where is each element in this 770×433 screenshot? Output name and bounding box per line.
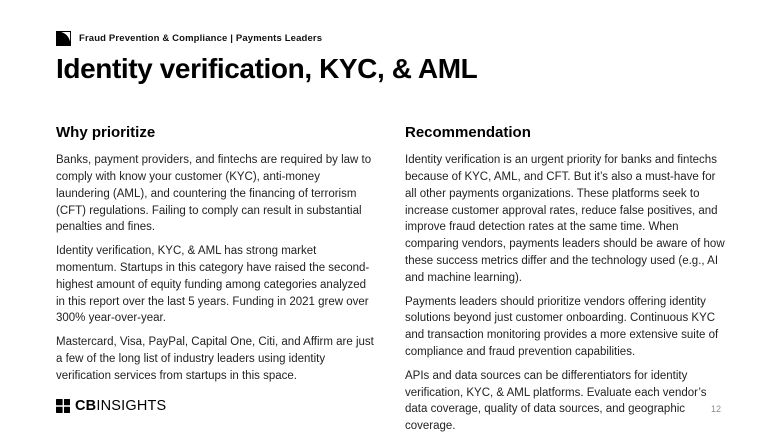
recommendation-paragraph: Identity verification is an urgent priority for banks and fintechs because of KYC, AML, and CFT. But it’s also a must-have for all other payments organizations. These platforms seek to increase customer approval rates, reduce false positives, and improve fraud detection rates at the same time. When comparing vendors, payments leaders should be aware of how these success metrics differ and the technology used (e.g., AI and machine learning).: [405, 154, 725, 284]
logo-text-cb: CB: [75, 398, 97, 414]
category-swoosh-icon: [56, 31, 71, 46]
column-why-prioritize: [56, 124, 376, 433]
cbinsights-logo-icon: [56, 399, 70, 413]
page-title: Identity verification, KYC, & AML: [56, 53, 478, 84]
breadcrumb-label: Fraud Prevention & Compliance | Payments Leaders: [79, 33, 323, 44]
why-prioritize-paragraph: Banks, payment providers, and fintechs are required by law to comply with know your customer (KYC), anti-money laundering (AML), and countering the financing of terrorism (CFT) regulations. Failing to comply can result in substantial penalties and fines.: [56, 154, 372, 234]
content-columns: [56, 124, 725, 433]
slide-header: [0, 0, 770, 85]
breadcrumb: [56, 31, 725, 46]
logo-text-insights: INSIGHTS: [96, 398, 167, 414]
recommendation-paragraph: APIs and data sources can be differentiators for identity verification, KYC, & AML platforms. Evaluate each vendor’s data coverage, quality of data sources, and geographic coverage.: [405, 369, 707, 433]
cbinsights-logo-text: [75, 398, 166, 414]
cbinsights-logo: [56, 398, 166, 414]
recommendation-heading: Recommendation: [405, 124, 531, 142]
recommendation-paragraph: Payments leaders should prioritize vendors offering identity solutions beyond just customer onboarding. Continuous KYC and transaction monitoring provides a more extensive suite of compliance and fraud prevention capabilities.: [405, 295, 719, 358]
why-prioritize-paragraph: Mastercard, Visa, PayPal, Capital One, Citi, and Affirm are just a few of the long list of industry leaders using identity verification services from startups in this space.: [56, 336, 374, 382]
why-prioritize-heading: Why prioritize: [56, 124, 156, 142]
why-prioritize-paragraph: Identity verification, KYC, & AML has strong market momentum. Startups in this category have raised the second-highest amount of equity funding among categories analyzed in this report over the last 5 years. Funding in 2021 grew over 300% year-over-year.: [56, 245, 370, 325]
page-number: 12: [710, 404, 721, 414]
column-recommendation: [405, 124, 725, 433]
